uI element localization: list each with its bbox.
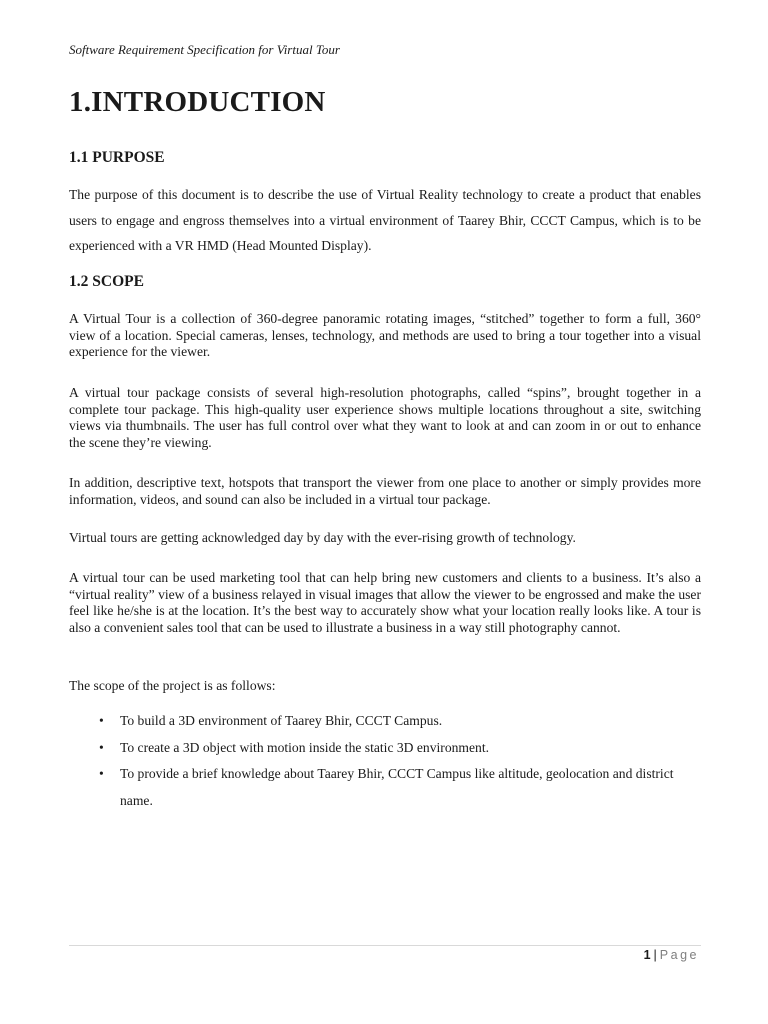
scope-list-intro: The scope of the project is as follows: [69,678,276,693]
list-item-text: To provide a brief knowledge about Taarey Bhir, CCCT Campus like altitude, geolocation and district name. [120,766,674,808]
running-header: Software Requirement Specification for Virtual Tour [69,42,340,57]
purpose-paragraph: The purpose of this document is to describe the use of Virtual Reality technology to create a product that enables users to engage and engross themselves into a virtual environment of Taarey Bhir, CCCT Campus, which is to be experienced with a VR HMD (Head Mounted Display). [69,187,701,253]
scope-paragraph: A virtual tour package consists of several high-resolution photographs, called “spins”, brought together in a complete tour package. This high-quality user experience shows multiple locations throughout a site, switching views via thumbnails. The user has full control over what they want to look at and can zoom in or out to enhance the scene they’re viewing. [69,385,701,450]
scope-paragraph: A virtual tour can be used marketing tool that can help bring new customers and clients to a business. It’s also a “virtual reality” view of a business relayed in visual images that allow the viewer to be engrossed and make the user feel like he/she is at the location. It’s the best way to accurately show what your location really looks like. A tour is also a convenient sales tool that can be used to illustrate a business in a way still photography cannot. [69,570,701,635]
chapter-title: 1.INTRODUCTION [69,86,326,118]
page-number: 1 [643,948,651,962]
scope-paragraph: A Virtual Tour is a collection of 360-degree panoramic rotating images, “stitched” together to form a full, 360° view of a location. Special cameras, lenses, technology, and methods are used to bring a tour together into a visual experience for the viewer. [69,311,701,360]
section-heading-purpose: 1.1 PURPOSE [69,149,165,166]
scope-paragraph: Virtual tours are getting acknowledged day by day with the ever-rising growth of technology. [69,530,576,545]
footer-separator: | [653,948,657,962]
list-item-text: To create a 3D object with motion inside the static 3D environment. [120,739,490,755]
bullet-icon: • [99,739,104,755]
scope-paragraph: In addition, descriptive text, hotspots that transport the viewer from one place to another or simply provides more information, videos, and sound can also be included in a virtual tour package. [69,475,701,507]
footer-divider [69,945,701,946]
page-footer [644,948,699,962]
page-label: Page [659,948,699,962]
list-item [69,708,701,735]
list-item-text: To build a 3D environment of Taarey Bhir, CCCT Campus. [120,713,443,728]
section-heading-scope: 1.2 SCOPE [69,273,144,290]
list-item [69,735,701,762]
bullet-icon: • [99,766,104,781]
list-item [69,761,701,814]
scope-bullet-list [69,708,701,814]
bullet-icon: • [99,713,104,728]
